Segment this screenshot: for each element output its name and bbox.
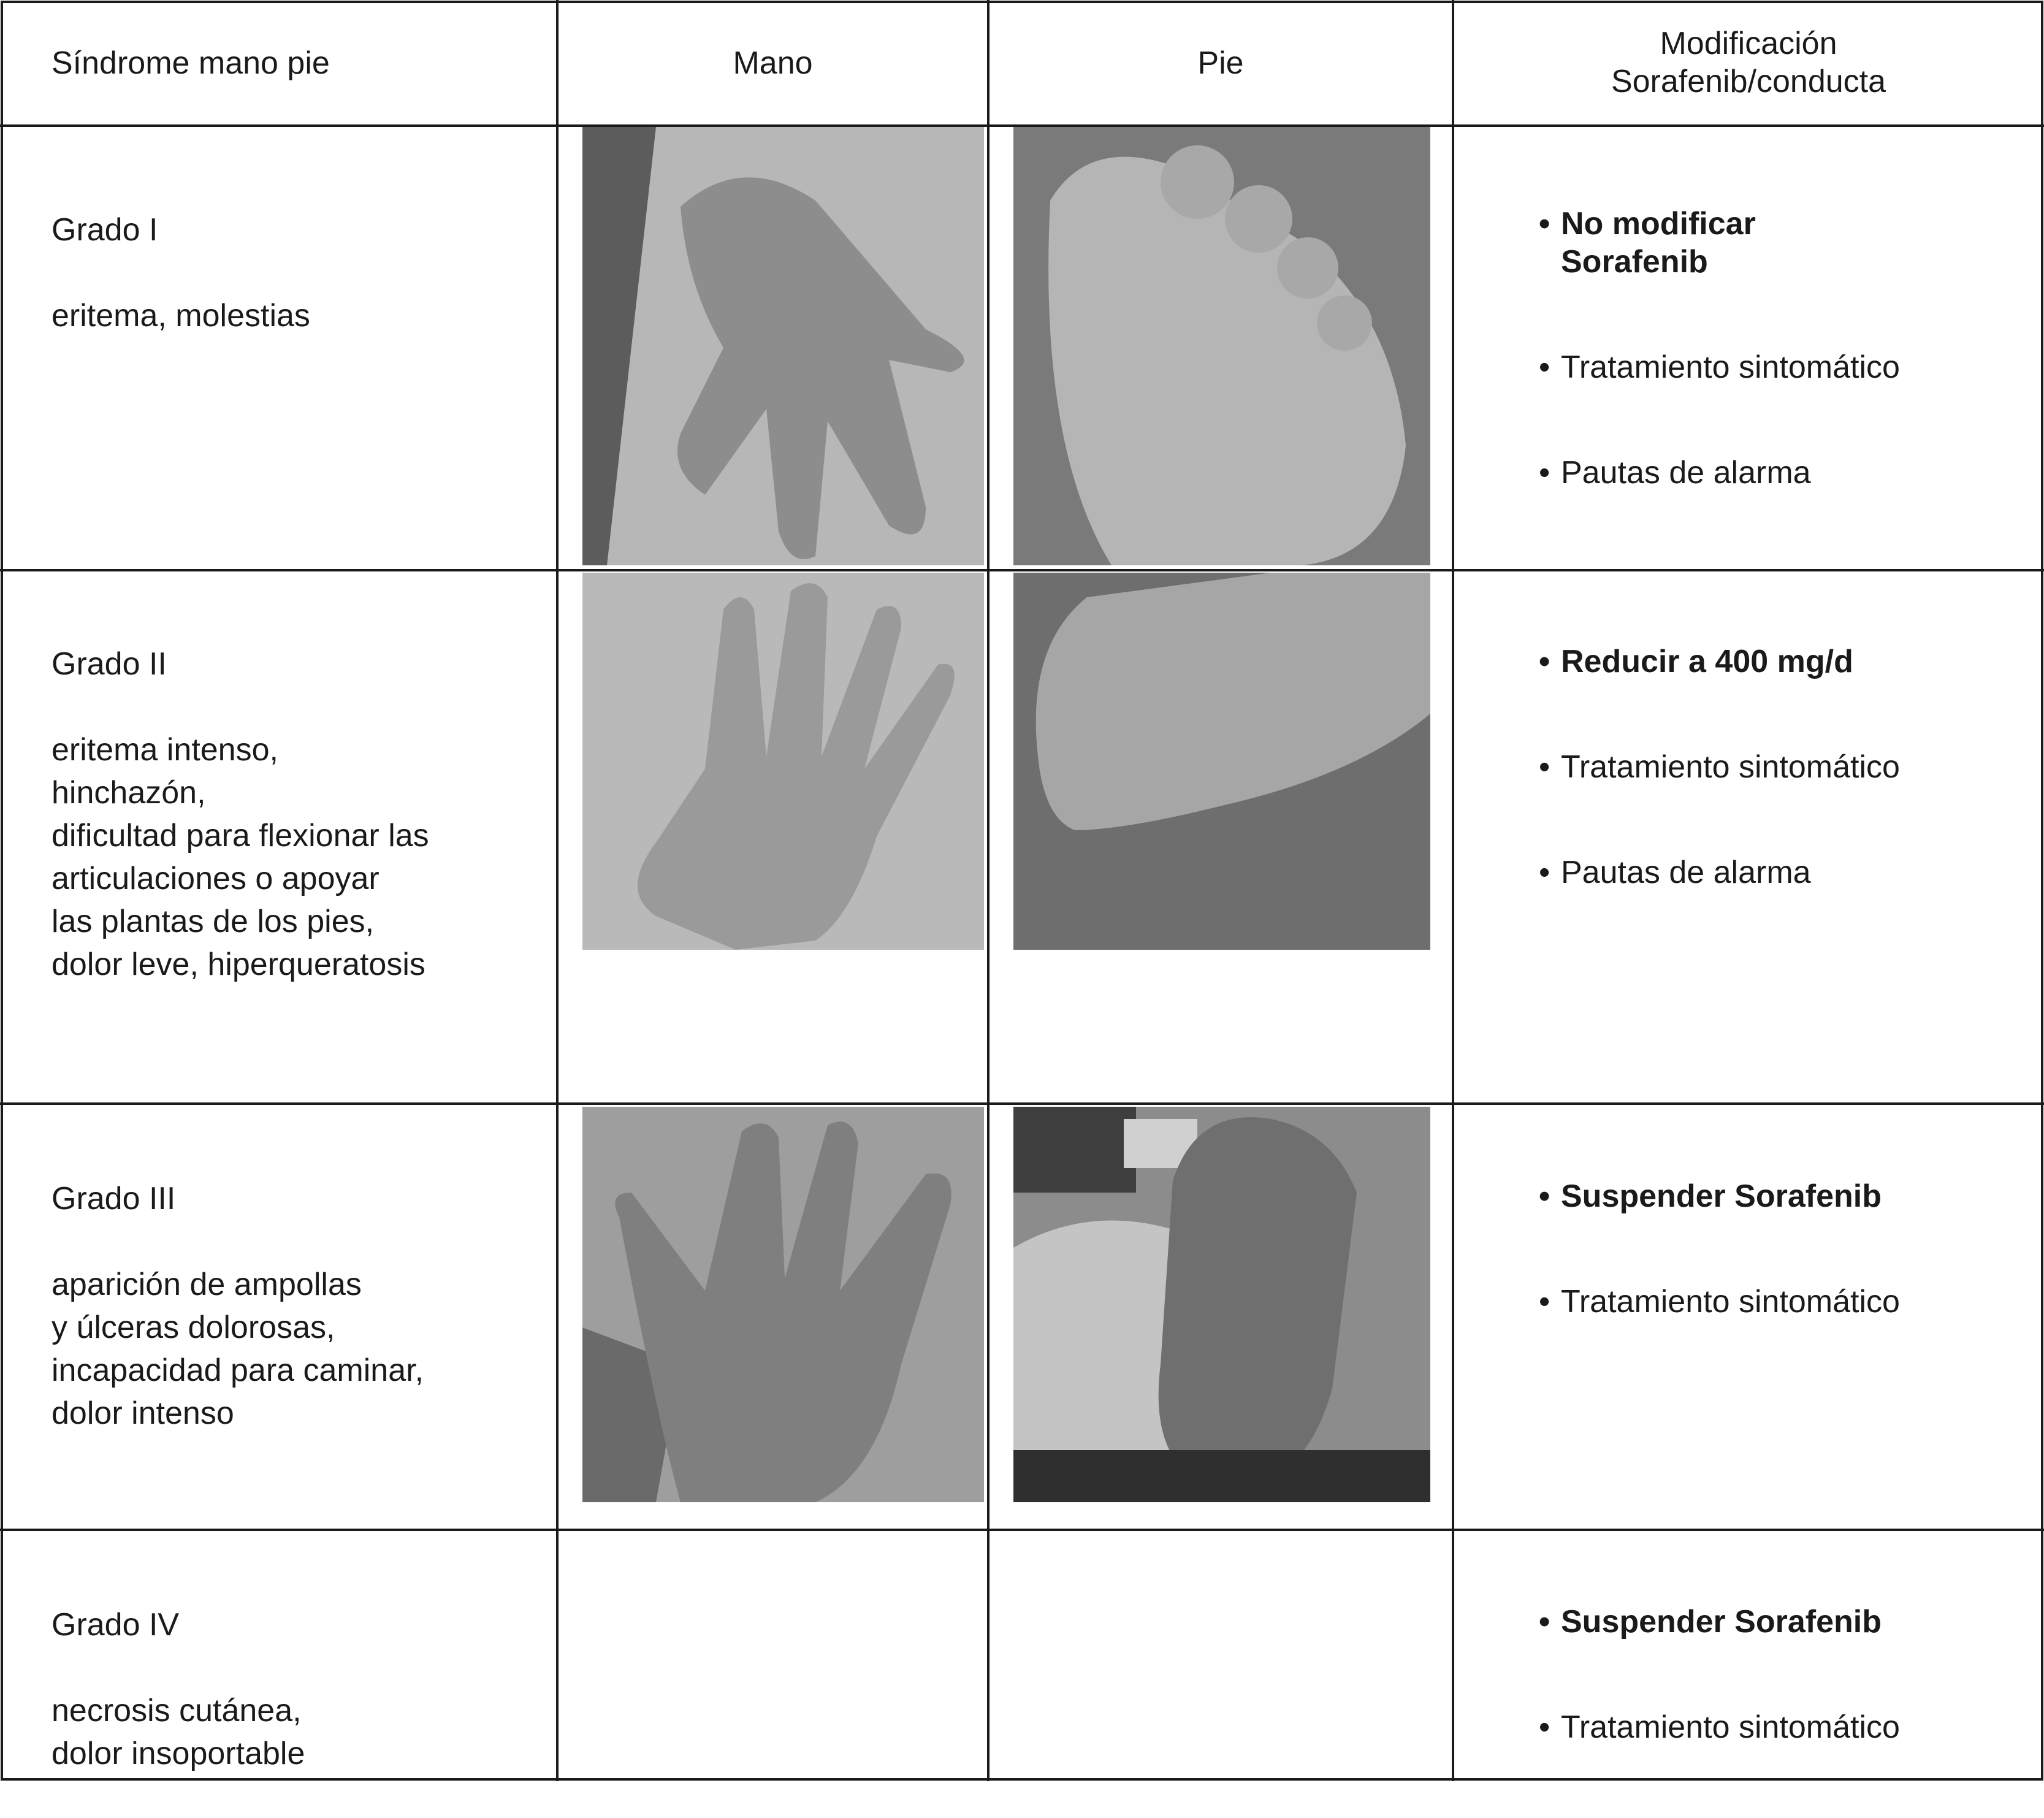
grade-4-rec-1: • Suspender Sorafenib [1539, 1603, 2029, 1641]
grade-1-rec-2: • Tratamiento sintomático [1539, 348, 2029, 386]
grade-1-rec-3: • Pautas de alarma [1539, 454, 2029, 492]
grade-1-title: Grado I [51, 212, 158, 248]
grade-2-title: Grado II [51, 646, 167, 682]
header-foot: Pie [1197, 45, 1244, 81]
grade-3-title: Grado III [51, 1181, 176, 1216]
grade-3-rec-2: • Tratamiento sintomático [1539, 1283, 2029, 1321]
grade-2-recommendations [1539, 605, 2029, 959]
grade-2-description: eritema intenso, hinchazón, dificultad para flexionar las articulaciones o apoyar las plantas de los pies, dolor leve, hiperqueratosis [51, 732, 429, 982]
grade-3-cell [51, 1134, 554, 1478]
grade-2-foot-photo [1013, 573, 1430, 950]
grade-1-foot-photo [1013, 127, 1430, 565]
grade-1-cell [51, 166, 542, 380]
grade-3-rec-1: • Suspender Sorafenib [1539, 1177, 2029, 1215]
grade-1-rec-1: • No modificar Sorafenib [1539, 205, 2029, 281]
grade-1-recommendations [1539, 167, 2029, 559]
grade-2-cell [51, 600, 554, 1029]
grade-3-hand-photo [582, 1107, 984, 1502]
grade-4-description: necrosis cutánea, dolor insoportable [51, 1693, 305, 1771]
header-syndrome: Síndrome mano pie [51, 45, 330, 81]
grade-3-recommendations [1539, 1139, 2029, 1388]
grade-1-description: eritema, molestias [51, 298, 310, 334]
grade-4-cell [51, 1560, 554, 1818]
grade-4-rec-2: • Tratamiento sintomático [1539, 1708, 2029, 1746]
grade-3-foot-photo [1013, 1107, 1430, 1502]
grade-2-hand-photo [582, 573, 984, 950]
grade-4-title: Grado IV [51, 1607, 180, 1643]
header-modification: Modificación Sorafenib/conducta [1611, 26, 1886, 99]
grade-3-description: aparición de ampollas y úlceras dolorosas, incapacidad para caminar, dolor intenso [51, 1267, 424, 1431]
header-hand: Mano [733, 45, 813, 81]
grade-2-rec-1: • Reducir a 400 mg/d [1539, 643, 2029, 681]
grade-2-rec-2: • Tratamiento sintomático [1539, 748, 2029, 786]
grade-2-rec-3: • Pautas de alarma [1539, 854, 2029, 892]
grade-4-recommendations [1539, 1565, 2029, 1814]
grade-1-hand-photo [582, 127, 984, 565]
